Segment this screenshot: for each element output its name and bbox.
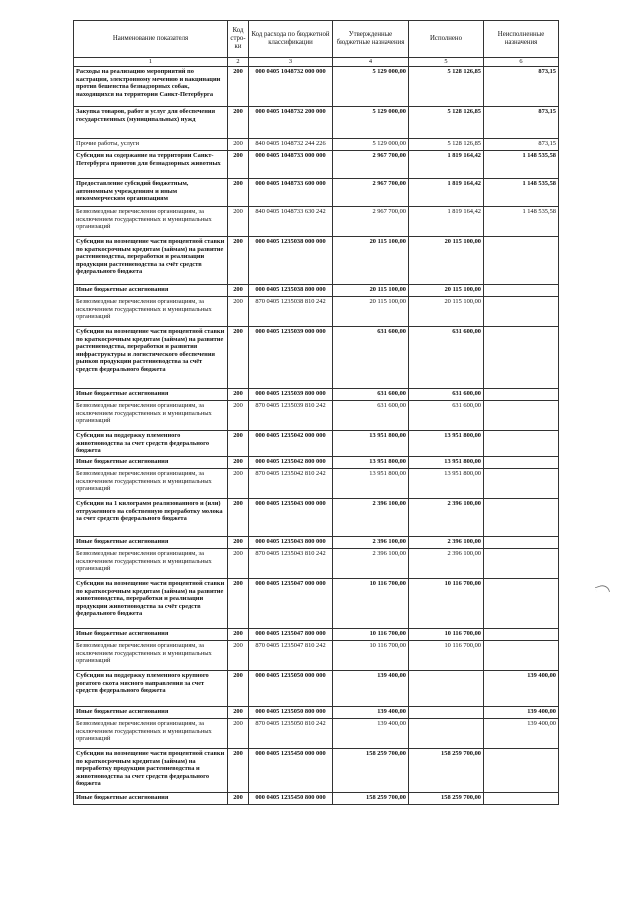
indicator-name: Расходы на реализацию мероприятий по кастрации, электронному мечению и вакцинации против бешенства безнадзорных собак, находящихся на территории Санкт-Петербурга — [74, 67, 228, 107]
table-row — [74, 671, 559, 707]
approved-amount: 139 400,00 — [333, 719, 409, 749]
indicator-name: Безвозмездные перечисления организациям, за исключением государственных и муниципальных организаций — [74, 297, 228, 327]
executed-amount: 10 116 700,00 — [409, 641, 484, 671]
indicator-name: Иные бюджетные ассигнования — [74, 537, 228, 549]
executed-amount: 13 951 800,00 — [409, 431, 484, 457]
classification-code: 000 0405 1235043 800 000 — [249, 537, 333, 549]
classification-code: 840 0405 1048732 244 226 — [249, 139, 333, 151]
classification-code: 000 0405 1235038 000 000 — [249, 237, 333, 285]
unexecuted-amount: 873,15 — [484, 139, 559, 151]
executed-amount: 13 951 800,00 — [409, 469, 484, 499]
table-row — [74, 629, 559, 641]
unexecuted-amount — [484, 793, 559, 805]
line-code: 200 — [228, 401, 249, 431]
executed-amount: 5 128 126,85 — [409, 139, 484, 151]
indicator-name: Субсидии на возмещение части процентной ставки по краткосрочным кредитам (займам) на развитие растениеводства, переработки и развития инфраструктуры и логистического обеспечения рынков продукции растениеводства за счёт средств федерального бюджета — [74, 327, 228, 389]
indicator-name: Иные бюджетные ассигнования — [74, 793, 228, 805]
classification-code: 000 0405 1235042 800 000 — [249, 457, 333, 469]
indicator-name: Безвозмездные перечисления организациям, за исключением государственных и муниципальных организаций — [74, 719, 228, 749]
unexecuted-amount — [484, 285, 559, 297]
table-row — [74, 457, 559, 469]
unexecuted-amount — [484, 457, 559, 469]
classification-code: 870 0405 1235038 810 242 — [249, 297, 333, 327]
line-code: 200 — [228, 389, 249, 401]
table-body — [74, 67, 559, 805]
column-number-row — [74, 58, 559, 67]
table-row — [74, 389, 559, 401]
indicator-name: Иные бюджетные ассигнования — [74, 457, 228, 469]
indicator-name: Субсидии на поддержку племенного крупного рогатого скота мясного направления за счет средств федерального бюджета — [74, 671, 228, 707]
executed-amount: 1 819 164,42 — [409, 179, 484, 207]
executed-amount: 1 819 164,42 — [409, 151, 484, 179]
table-row — [74, 707, 559, 719]
approved-amount: 631 600,00 — [333, 389, 409, 401]
line-code: 200 — [228, 749, 249, 793]
approved-amount: 2 967 700,00 — [333, 179, 409, 207]
approved-amount: 13 951 800,00 — [333, 431, 409, 457]
unexecuted-amount — [484, 537, 559, 549]
classification-code: 840 0405 1048733 630 242 — [249, 207, 333, 237]
margin-pen-mark — [595, 583, 610, 596]
table-row — [74, 749, 559, 793]
column-number: 5 — [409, 58, 484, 67]
column-number: 2 — [228, 58, 249, 67]
table-row — [74, 207, 559, 237]
approved-amount: 139 400,00 — [333, 671, 409, 707]
executed-amount — [409, 719, 484, 749]
table-row — [74, 67, 559, 107]
table-row — [74, 579, 559, 629]
unexecuted-amount — [484, 389, 559, 401]
approved-amount: 2 396 100,00 — [333, 549, 409, 579]
unexecuted-amount — [484, 401, 559, 431]
line-code: 200 — [228, 579, 249, 629]
line-code: 200 — [228, 707, 249, 719]
line-code: 200 — [228, 297, 249, 327]
header-code: Код стро-ки — [228, 21, 249, 58]
indicator-name: Субсидии на возмещение части процентной ставки по краткосрочным кредитам (займам) на переработку продукции растениеводства и животноводства за счет средств федерального бюджета — [74, 749, 228, 793]
executed-amount: 2 396 100,00 — [409, 499, 484, 537]
executed-amount: 20 115 100,00 — [409, 297, 484, 327]
classification-code: 870 0405 1235047 810 242 — [249, 641, 333, 671]
budget-report-sheet — [73, 20, 558, 805]
classification-code: 000 0405 1235450 800 000 — [249, 793, 333, 805]
indicator-name: Иные бюджетные ассигнования — [74, 629, 228, 641]
indicator-name: Безвозмездные перечисления организациям, за исключением государственных и муниципальных организаций — [74, 549, 228, 579]
unexecuted-amount — [484, 431, 559, 457]
classification-code: 000 0405 1235042 000 000 — [249, 431, 333, 457]
line-code: 200 — [228, 327, 249, 389]
column-number: 3 — [249, 58, 333, 67]
table-row — [74, 499, 559, 537]
executed-amount — [409, 707, 484, 719]
table-row — [74, 469, 559, 499]
classification-code: 000 0405 1048733 000 000 — [249, 151, 333, 179]
line-code: 200 — [228, 431, 249, 457]
indicator-name: Субсидии на 1 килограмм реализованного и (или) отгруженного на собственную переработку молока за счет средств федерального бюджета — [74, 499, 228, 537]
line-code: 200 — [228, 671, 249, 707]
unexecuted-amount — [484, 469, 559, 499]
approved-amount: 20 115 100,00 — [333, 285, 409, 297]
classification-code: 000 0405 1235050 800 000 — [249, 707, 333, 719]
unexecuted-amount: 873,15 — [484, 67, 559, 107]
indicator-name: Иные бюджетные ассигнования — [74, 285, 228, 297]
executed-amount: 10 116 700,00 — [409, 579, 484, 629]
executed-amount: 20 115 100,00 — [409, 285, 484, 297]
executed-amount: 13 951 800,00 — [409, 457, 484, 469]
line-code: 200 — [228, 537, 249, 549]
unexecuted-amount — [484, 327, 559, 389]
table-row — [74, 719, 559, 749]
column-number: 6 — [484, 58, 559, 67]
classification-code: 000 0405 1235039 000 000 — [249, 327, 333, 389]
approved-amount: 631 600,00 — [333, 327, 409, 389]
classification-code: 000 0405 1235047 800 000 — [249, 629, 333, 641]
table-row — [74, 401, 559, 431]
line-code: 200 — [228, 139, 249, 151]
approved-amount: 5 129 000,00 — [333, 67, 409, 107]
approved-amount: 2 396 100,00 — [333, 499, 409, 537]
executed-amount: 5 128 126,85 — [409, 67, 484, 107]
unexecuted-amount: 1 148 535,58 — [484, 151, 559, 179]
indicator-name: Субсидии на возмещение части процентной ставки по краткосрочным кредитам (займам) на развитие животноводства, переработки и реализации продукции животноводства за счёт средств федерального бюджета — [74, 579, 228, 629]
column-number: 1 — [74, 58, 228, 67]
executed-amount: 158 259 700,00 — [409, 793, 484, 805]
unexecuted-amount — [484, 629, 559, 641]
executed-amount: 10 116 700,00 — [409, 629, 484, 641]
indicator-name: Иные бюджетные ассигнования — [74, 389, 228, 401]
table-row — [74, 431, 559, 457]
unexecuted-amount — [484, 579, 559, 629]
indicator-name: Безвозмездные перечисления организациям, за исключением государственных и муниципальных организаций — [74, 207, 228, 237]
line-code: 200 — [228, 107, 249, 139]
header-name: Наименование показателя — [74, 21, 228, 58]
approved-amount: 10 116 700,00 — [333, 579, 409, 629]
executed-amount: 20 115 100,00 — [409, 237, 484, 285]
table-row — [74, 237, 559, 285]
line-code: 200 — [228, 641, 249, 671]
executed-amount: 631 600,00 — [409, 389, 484, 401]
line-code: 200 — [228, 67, 249, 107]
table-row — [74, 139, 559, 151]
table-header-row — [74, 21, 559, 58]
approved-amount: 2 967 700,00 — [333, 207, 409, 237]
header-unexecuted: Неисполненные назначения — [484, 21, 559, 58]
indicator-name: Субсидии на возмещение части процентной ставки по краткосрочным кредитам (займам) на развитие растениеводства, переработки и реализации продукции растениеводства за счёт средств федерального бюджета — [74, 237, 228, 285]
table-row — [74, 641, 559, 671]
unexecuted-amount — [484, 549, 559, 579]
line-code: 200 — [228, 499, 249, 537]
indicator-name: Иные бюджетные ассигнования — [74, 707, 228, 719]
executed-amount — [409, 671, 484, 707]
executed-amount: 1 819 164,42 — [409, 207, 484, 237]
table-row — [74, 107, 559, 139]
classification-code: 870 0405 1235050 810 242 — [249, 719, 333, 749]
column-number: 4 — [333, 58, 409, 67]
line-code: 200 — [228, 549, 249, 579]
header-approved: Утвержденные бюджетные назначения — [333, 21, 409, 58]
approved-amount: 158 259 700,00 — [333, 749, 409, 793]
approved-amount: 158 259 700,00 — [333, 793, 409, 805]
table-row — [74, 151, 559, 179]
unexecuted-amount: 873,15 — [484, 107, 559, 139]
classification-code: 870 0405 1235043 810 242 — [249, 549, 333, 579]
line-code: 200 — [228, 285, 249, 297]
unexecuted-amount: 139 400,00 — [484, 671, 559, 707]
classification-code: 000 0405 1235043 000 000 — [249, 499, 333, 537]
table-row — [74, 179, 559, 207]
unexecuted-amount — [484, 237, 559, 285]
line-code: 200 — [228, 237, 249, 285]
approved-amount: 10 116 700,00 — [333, 641, 409, 671]
unexecuted-amount — [484, 297, 559, 327]
indicator-name: Безвозмездные перечисления организациям, за исключением государственных и муниципальных организаций — [74, 401, 228, 431]
approved-amount: 2 967 700,00 — [333, 151, 409, 179]
line-code: 200 — [228, 469, 249, 499]
line-code: 200 — [228, 719, 249, 749]
unexecuted-amount — [484, 749, 559, 793]
classification-code: 000 0405 1235038 800 000 — [249, 285, 333, 297]
table-row — [74, 793, 559, 805]
approved-amount: 2 396 100,00 — [333, 537, 409, 549]
approved-amount: 20 115 100,00 — [333, 297, 409, 327]
indicator-name: Предоставление субсидий бюджетным, автономным учреждениям и иным некоммерческим организациям — [74, 179, 228, 207]
line-code: 200 — [228, 207, 249, 237]
executed-amount: 631 600,00 — [409, 401, 484, 431]
executed-amount: 2 396 100,00 — [409, 537, 484, 549]
unexecuted-amount: 1 148 535,58 — [484, 207, 559, 237]
classification-code: 870 0405 1235042 810 242 — [249, 469, 333, 499]
line-code: 200 — [228, 179, 249, 207]
classification-code: 870 0405 1235039 810 242 — [249, 401, 333, 431]
approved-amount: 10 116 700,00 — [333, 629, 409, 641]
classification-code: 000 0405 1235450 000 000 — [249, 749, 333, 793]
unexecuted-amount: 139 400,00 — [484, 707, 559, 719]
approved-amount: 13 951 800,00 — [333, 457, 409, 469]
executed-amount: 158 259 700,00 — [409, 749, 484, 793]
indicator-name: Безвозмездные перечисления организациям, за исключением государственных и муниципальных организаций — [74, 469, 228, 499]
unexecuted-amount — [484, 641, 559, 671]
approved-amount: 139 400,00 — [333, 707, 409, 719]
table-row — [74, 285, 559, 297]
indicator-name: Субсидии на поддержку племенного животноводства за счет средств федерального бюджета — [74, 431, 228, 457]
executed-amount: 2 396 100,00 — [409, 549, 484, 579]
header-classification: Код расхода по бюджетной классификации — [249, 21, 333, 58]
approved-amount: 5 129 000,00 — [333, 139, 409, 151]
indicator-name: Безвозмездные перечисления организациям, за исключением государственных и муниципальных организаций — [74, 641, 228, 671]
table-row — [74, 297, 559, 327]
unexecuted-amount: 1 148 535,58 — [484, 179, 559, 207]
unexecuted-amount: 139 400,00 — [484, 719, 559, 749]
classification-code: 000 0405 1235039 800 000 — [249, 389, 333, 401]
classification-code: 000 0405 1235047 000 000 — [249, 579, 333, 629]
unexecuted-amount — [484, 499, 559, 537]
line-code: 200 — [228, 629, 249, 641]
table-row — [74, 537, 559, 549]
classification-code: 000 0405 1048733 600 000 — [249, 179, 333, 207]
approved-amount: 5 129 000,00 — [333, 107, 409, 139]
header-executed: Исполнено — [409, 21, 484, 58]
classification-code: 000 0405 1048732 200 000 — [249, 107, 333, 139]
table-row — [74, 327, 559, 389]
indicator-name: Прочие работы, услуги — [74, 139, 228, 151]
classification-code: 000 0405 1048732 000 000 — [249, 67, 333, 107]
executed-amount: 631 600,00 — [409, 327, 484, 389]
classification-code: 000 0405 1235050 000 000 — [249, 671, 333, 707]
indicator-name: Закупка товаров, работ и услуг для обеспечения государственных (муниципальных) нужд — [74, 107, 228, 139]
approved-amount: 631 600,00 — [333, 401, 409, 431]
budget-execution-table — [73, 20, 559, 805]
line-code: 200 — [228, 457, 249, 469]
approved-amount: 13 951 800,00 — [333, 469, 409, 499]
line-code: 200 — [228, 793, 249, 805]
line-code: 200 — [228, 151, 249, 179]
executed-amount: 5 128 126,85 — [409, 107, 484, 139]
indicator-name: Субсидии на содержание на территории Санкт-Петербурга приютов для безнадзорных животных — [74, 151, 228, 179]
approved-amount: 20 115 100,00 — [333, 237, 409, 285]
table-row — [74, 549, 559, 579]
